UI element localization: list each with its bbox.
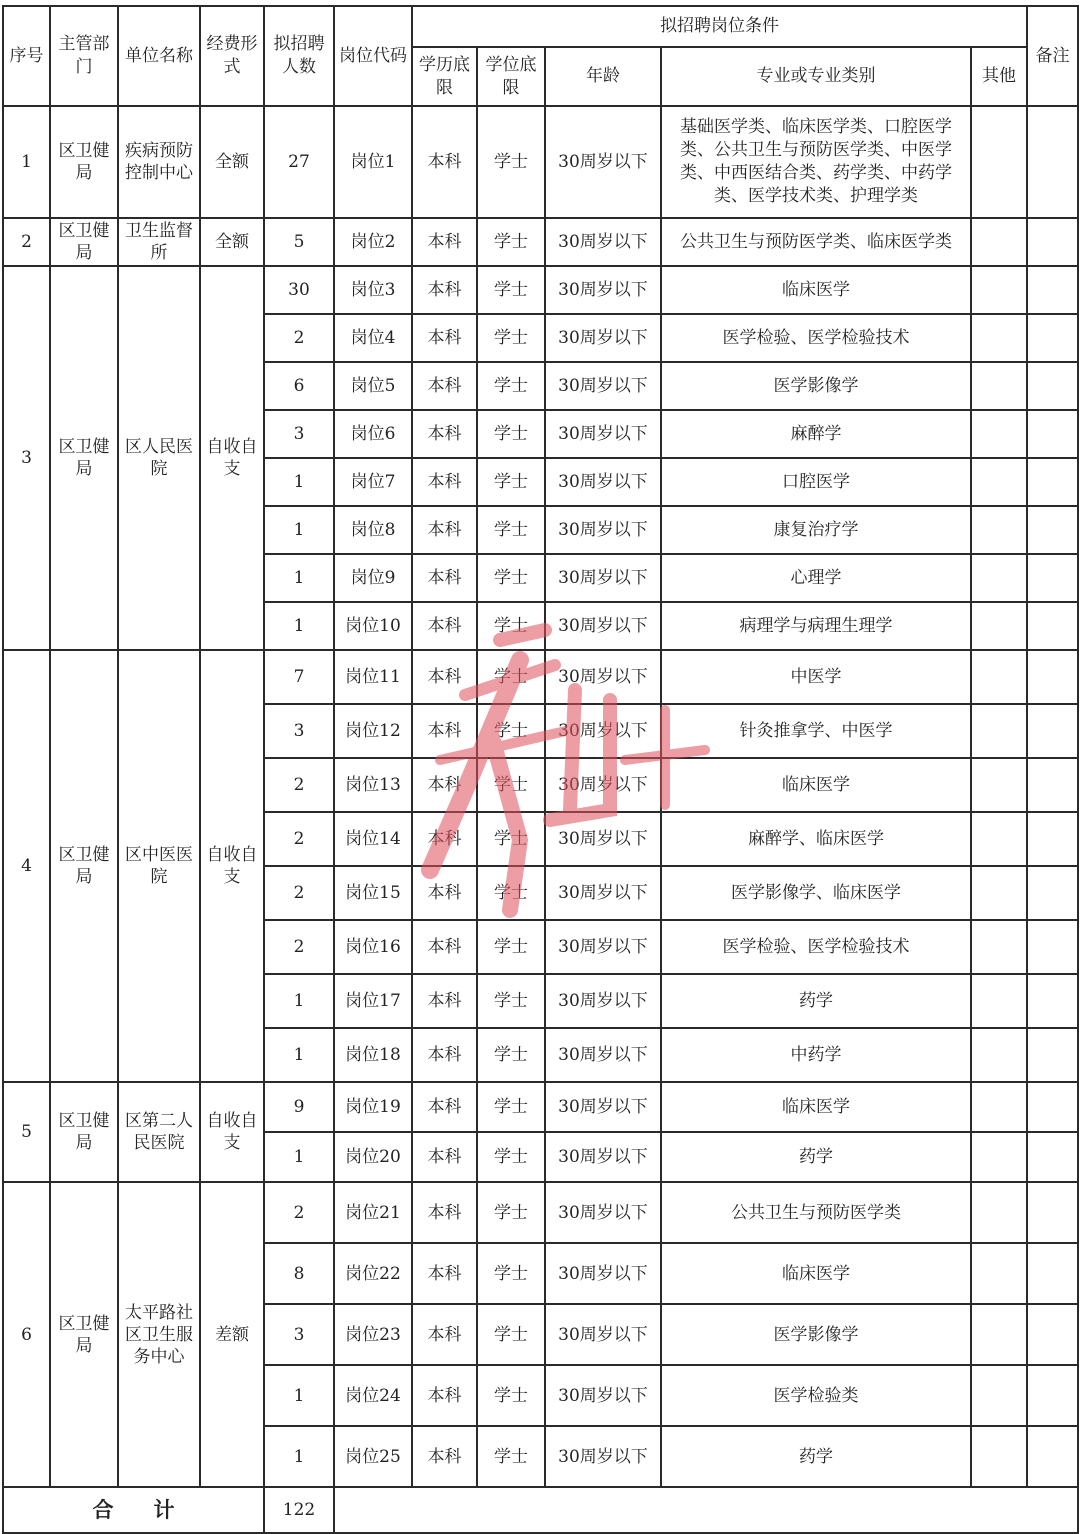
cell-count: 1: [264, 1365, 334, 1426]
cell-funding: 差额: [200, 1182, 264, 1487]
cell-remark: [1027, 866, 1078, 920]
cell-degree: 学士: [477, 758, 545, 812]
cell-code: 岗位5: [334, 362, 412, 410]
cell-count: 1: [264, 1028, 334, 1082]
cell-major: 临床医学: [661, 266, 971, 314]
cell-age: 30周岁以下: [545, 218, 661, 266]
cell-edu: 本科: [412, 1243, 477, 1304]
cell-funding: 全额: [200, 106, 264, 218]
cell-major: 中医学: [661, 650, 971, 704]
cell-other: [971, 362, 1027, 410]
cell-edu: 本科: [412, 1028, 477, 1082]
cell-remark: [1027, 758, 1078, 812]
cell-major: 药学: [661, 1132, 971, 1182]
table-row: [3, 1082, 1078, 1132]
cell-major: 中药学: [661, 1028, 971, 1082]
cell-edu: 本科: [412, 506, 477, 554]
cell-degree: 学士: [477, 106, 545, 218]
cell-funding: 自收自支: [200, 266, 264, 650]
header-degree: 学位底限: [477, 47, 545, 106]
cell-major: 麻醉学: [661, 410, 971, 458]
cell-degree: 学士: [477, 1426, 545, 1487]
cell-age: 30周岁以下: [545, 410, 661, 458]
cell-count: 27: [264, 106, 334, 218]
cell-other: [971, 106, 1027, 218]
cell-count: 1: [264, 554, 334, 602]
total-row: [3, 1487, 1078, 1533]
cell-edu: 本科: [412, 758, 477, 812]
cell-code: 岗位23: [334, 1304, 412, 1365]
cell-remark: [1027, 106, 1078, 218]
cell-other: [971, 758, 1027, 812]
cell-remark: [1027, 506, 1078, 554]
cell-count: 3: [264, 1304, 334, 1365]
cell-other: [971, 554, 1027, 602]
cell-edu: 本科: [412, 218, 477, 266]
cell-other: [971, 266, 1027, 314]
cell-count: 2: [264, 314, 334, 362]
cell-dept: 区卫健局: [50, 1082, 118, 1182]
cell-degree: 学士: [477, 458, 545, 506]
cell-code: 岗位8: [334, 506, 412, 554]
cell-code: 岗位13: [334, 758, 412, 812]
cell-degree: 学士: [477, 410, 545, 458]
cell-dept: 区卫健局: [50, 650, 118, 1082]
cell-count: 2: [264, 1182, 334, 1243]
cell-age: 30周岁以下: [545, 506, 661, 554]
cell-age: 30周岁以下: [545, 1365, 661, 1426]
cell-remark: [1027, 1082, 1078, 1132]
cell-major: 临床医学: [661, 1082, 971, 1132]
cell-other: [971, 1426, 1027, 1487]
cell-remark: [1027, 410, 1078, 458]
cell-remark: [1027, 266, 1078, 314]
cell-remark: [1027, 920, 1078, 974]
cell-remark: [1027, 650, 1078, 704]
cell-dept: 区卫健局: [50, 106, 118, 218]
cell-code: 岗位2: [334, 218, 412, 266]
cell-dept: 区卫健局: [50, 218, 118, 266]
cell-major: 病理学与病理生理学: [661, 602, 971, 650]
cell-degree: 学士: [477, 266, 545, 314]
cell-degree: 学士: [477, 218, 545, 266]
cell-major: 口腔医学: [661, 458, 971, 506]
cell-degree: 学士: [477, 1082, 545, 1132]
cell-other: [971, 218, 1027, 266]
cell-remark: [1027, 362, 1078, 410]
cell-other: [971, 1304, 1027, 1365]
header-major: 专业或专业类别: [661, 47, 971, 106]
cell-edu: 本科: [412, 1304, 477, 1365]
cell-unit: 区中医医院: [118, 650, 200, 1082]
cell-age: 30周岁以下: [545, 1304, 661, 1365]
cell-code: 岗位10: [334, 602, 412, 650]
cell-edu: 本科: [412, 314, 477, 362]
cell-dept: 区卫健局: [50, 266, 118, 650]
cell-seq: 1: [3, 106, 50, 218]
cell-major: 医学影像学、临床医学: [661, 866, 971, 920]
cell-funding: 自收自支: [200, 650, 264, 1082]
cell-major: 医学影像学: [661, 1304, 971, 1365]
cell-other: [971, 1132, 1027, 1182]
cell-major: 基础医学类、临床医学类、口腔医学类、公共卫生与预防医学类、中医学类、中西医结合类、药学类、中药学类、医学技术类、护理学类: [661, 106, 971, 218]
cell-age: 30周岁以下: [545, 1132, 661, 1182]
cell-major: 临床医学: [661, 1243, 971, 1304]
cell-degree: 学士: [477, 506, 545, 554]
cell-count: 9: [264, 1082, 334, 1132]
cell-other: [971, 974, 1027, 1028]
cell-age: 30周岁以下: [545, 1426, 661, 1487]
cell-seq: 5: [3, 1082, 50, 1182]
cell-major: 医学检验类: [661, 1365, 971, 1426]
cell-code: 岗位14: [334, 812, 412, 866]
cell-degree: 学士: [477, 974, 545, 1028]
cell-major: 公共卫生与预防医学类、临床医学类: [661, 218, 971, 266]
cell-edu: 本科: [412, 554, 477, 602]
cell-count: 1: [264, 458, 334, 506]
header-unit: 单位名称: [118, 6, 200, 106]
cell-edu: 本科: [412, 1082, 477, 1132]
cell-edu: 本科: [412, 1182, 477, 1243]
cell-major: 康复治疗学: [661, 506, 971, 554]
cell-funding: 全额: [200, 218, 264, 266]
cell-count: 7: [264, 650, 334, 704]
cell-major: 药学: [661, 1426, 971, 1487]
cell-age: 30周岁以下: [545, 266, 661, 314]
cell-code: 岗位16: [334, 920, 412, 974]
cell-unit: 区第二人民医院: [118, 1082, 200, 1182]
cell-count: 1: [264, 974, 334, 1028]
header-seq: 序号: [3, 6, 50, 106]
cell-count: 1: [264, 1132, 334, 1182]
cell-age: 30周岁以下: [545, 812, 661, 866]
cell-remark: [1027, 1243, 1078, 1304]
cell-degree: 学士: [477, 602, 545, 650]
cell-code: 岗位9: [334, 554, 412, 602]
cell-remark: [1027, 812, 1078, 866]
cell-edu: 本科: [412, 458, 477, 506]
cell-age: 30周岁以下: [545, 704, 661, 758]
cell-degree: 学士: [477, 314, 545, 362]
total-blank: [334, 1487, 1078, 1533]
cell-count: 2: [264, 812, 334, 866]
cell-degree: 学士: [477, 650, 545, 704]
cell-code: 岗位4: [334, 314, 412, 362]
cell-other: [971, 920, 1027, 974]
cell-other: [971, 1243, 1027, 1304]
table-row: [3, 266, 1078, 314]
cell-age: 30周岁以下: [545, 1182, 661, 1243]
cell-count: 8: [264, 1243, 334, 1304]
cell-other: [971, 602, 1027, 650]
cell-dept: 区卫健局: [50, 1182, 118, 1487]
cell-other: [971, 866, 1027, 920]
cell-remark: [1027, 1304, 1078, 1365]
cell-remark: [1027, 1365, 1078, 1426]
cell-seq: 2: [3, 218, 50, 266]
cell-degree: 学士: [477, 920, 545, 974]
cell-code: 岗位22: [334, 1243, 412, 1304]
cell-code: 岗位24: [334, 1365, 412, 1426]
total-label: 合计: [3, 1487, 264, 1533]
header-other: 其他: [971, 47, 1027, 106]
header-age: 年龄: [545, 47, 661, 106]
cell-edu: 本科: [412, 266, 477, 314]
cell-count: 1: [264, 506, 334, 554]
cell-other: [971, 704, 1027, 758]
cell-unit: 疾病预防控制中心: [118, 106, 200, 218]
cell-major: 公共卫生与预防医学类: [661, 1182, 971, 1243]
cell-major: 药学: [661, 974, 971, 1028]
cell-other: [971, 1082, 1027, 1132]
cell-edu: 本科: [412, 812, 477, 866]
cell-age: 30周岁以下: [545, 1082, 661, 1132]
cell-edu: 本科: [412, 974, 477, 1028]
cell-edu: 本科: [412, 1132, 477, 1182]
cell-major: 临床医学: [661, 758, 971, 812]
cell-count: 30: [264, 266, 334, 314]
cell-degree: 学士: [477, 1182, 545, 1243]
cell-count: 3: [264, 410, 334, 458]
cell-code: 岗位19: [334, 1082, 412, 1132]
cell-edu: 本科: [412, 1426, 477, 1487]
cell-count: 5: [264, 218, 334, 266]
cell-count: 2: [264, 866, 334, 920]
header-code: 岗位代码: [334, 6, 412, 106]
cell-count: 3: [264, 704, 334, 758]
cell-code: 岗位20: [334, 1132, 412, 1182]
cell-degree: 学士: [477, 866, 545, 920]
cell-edu: 本科: [412, 1365, 477, 1426]
cell-edu: 本科: [412, 362, 477, 410]
cell-age: 30周岁以下: [545, 1028, 661, 1082]
cell-other: [971, 314, 1027, 362]
cell-edu: 本科: [412, 704, 477, 758]
cell-seq: 6: [3, 1182, 50, 1487]
header-funding: 经费形式: [200, 6, 264, 106]
cell-degree: 学士: [477, 704, 545, 758]
cell-age: 30周岁以下: [545, 554, 661, 602]
cell-remark: [1027, 1182, 1078, 1243]
total-count: 122: [264, 1487, 334, 1533]
cell-other: [971, 506, 1027, 554]
cell-edu: 本科: [412, 650, 477, 704]
cell-code: 岗位17: [334, 974, 412, 1028]
cell-other: [971, 1028, 1027, 1082]
cell-degree: 学士: [477, 1028, 545, 1082]
header-remark: 备注: [1027, 6, 1078, 106]
cell-code: 岗位25: [334, 1426, 412, 1487]
cell-unit: 区人民医院: [118, 266, 200, 650]
cell-count: 2: [264, 758, 334, 812]
cell-degree: 学士: [477, 812, 545, 866]
cell-other: [971, 812, 1027, 866]
cell-unit: 太平路社区卫生服务中心: [118, 1182, 200, 1487]
cell-edu: 本科: [412, 866, 477, 920]
cell-age: 30周岁以下: [545, 106, 661, 218]
cell-count: 1: [264, 1426, 334, 1487]
cell-other: [971, 410, 1027, 458]
cell-other: [971, 1365, 1027, 1426]
cell-remark: [1027, 704, 1078, 758]
header-edu: 学历底限: [412, 47, 477, 106]
cell-age: 30周岁以下: [545, 974, 661, 1028]
cell-age: 30周岁以下: [545, 866, 661, 920]
header-dept: 主管部门: [50, 6, 118, 106]
cell-other: [971, 458, 1027, 506]
cell-remark: [1027, 458, 1078, 506]
cell-code: 岗位12: [334, 704, 412, 758]
cell-code: 岗位18: [334, 1028, 412, 1082]
cell-code: 岗位11: [334, 650, 412, 704]
cell-remark: [1027, 1426, 1078, 1487]
cell-code: 岗位15: [334, 866, 412, 920]
cell-code: 岗位6: [334, 410, 412, 458]
cell-age: 30周岁以下: [545, 758, 661, 812]
cell-code: 岗位3: [334, 266, 412, 314]
table-row: [3, 106, 1078, 218]
cell-seq: 3: [3, 266, 50, 650]
cell-count: 6: [264, 362, 334, 410]
cell-count: 2: [264, 920, 334, 974]
cell-unit: 卫生监督所: [118, 218, 200, 266]
cell-age: 30周岁以下: [545, 1243, 661, 1304]
header-conditions: 拟招聘岗位条件: [412, 6, 1027, 47]
cell-age: 30周岁以下: [545, 314, 661, 362]
cell-code: 岗位7: [334, 458, 412, 506]
cell-remark: [1027, 974, 1078, 1028]
cell-major: 麻醉学、临床医学: [661, 812, 971, 866]
cell-remark: [1027, 1028, 1078, 1082]
table-row: [3, 218, 1078, 266]
cell-count: 1: [264, 602, 334, 650]
cell-degree: 学士: [477, 1365, 545, 1426]
recruitment-table: [2, 5, 1079, 1534]
cell-degree: 学士: [477, 362, 545, 410]
cell-edu: 本科: [412, 410, 477, 458]
cell-seq: 4: [3, 650, 50, 1082]
cell-major: 医学检验、医学检验技术: [661, 314, 971, 362]
cell-age: 30周岁以下: [545, 650, 661, 704]
cell-degree: 学士: [477, 1243, 545, 1304]
cell-degree: 学士: [477, 554, 545, 602]
cell-remark: [1027, 602, 1078, 650]
cell-age: 30周岁以下: [545, 920, 661, 974]
cell-edu: 本科: [412, 602, 477, 650]
cell-remark: [1027, 1132, 1078, 1182]
cell-code: 岗位1: [334, 106, 412, 218]
table-row: [3, 650, 1078, 704]
cell-other: [971, 1182, 1027, 1243]
cell-major: 心理学: [661, 554, 971, 602]
table-row: [3, 1182, 1078, 1243]
cell-major: 针灸推拿学、中医学: [661, 704, 971, 758]
cell-age: 30周岁以下: [545, 458, 661, 506]
cell-major: 医学检验、医学检验技术: [661, 920, 971, 974]
cell-funding: 自收自支: [200, 1082, 264, 1182]
cell-degree: 学士: [477, 1304, 545, 1365]
cell-degree: 学士: [477, 1132, 545, 1182]
cell-age: 30周岁以下: [545, 602, 661, 650]
cell-code: 岗位21: [334, 1182, 412, 1243]
cell-age: 30周岁以下: [545, 362, 661, 410]
cell-edu: 本科: [412, 106, 477, 218]
cell-edu: 本科: [412, 920, 477, 974]
cell-major: 医学影像学: [661, 362, 971, 410]
cell-remark: [1027, 314, 1078, 362]
cell-other: [971, 650, 1027, 704]
cell-remark: [1027, 218, 1078, 266]
header-count: 拟招聘人数: [264, 6, 334, 106]
cell-remark: [1027, 554, 1078, 602]
